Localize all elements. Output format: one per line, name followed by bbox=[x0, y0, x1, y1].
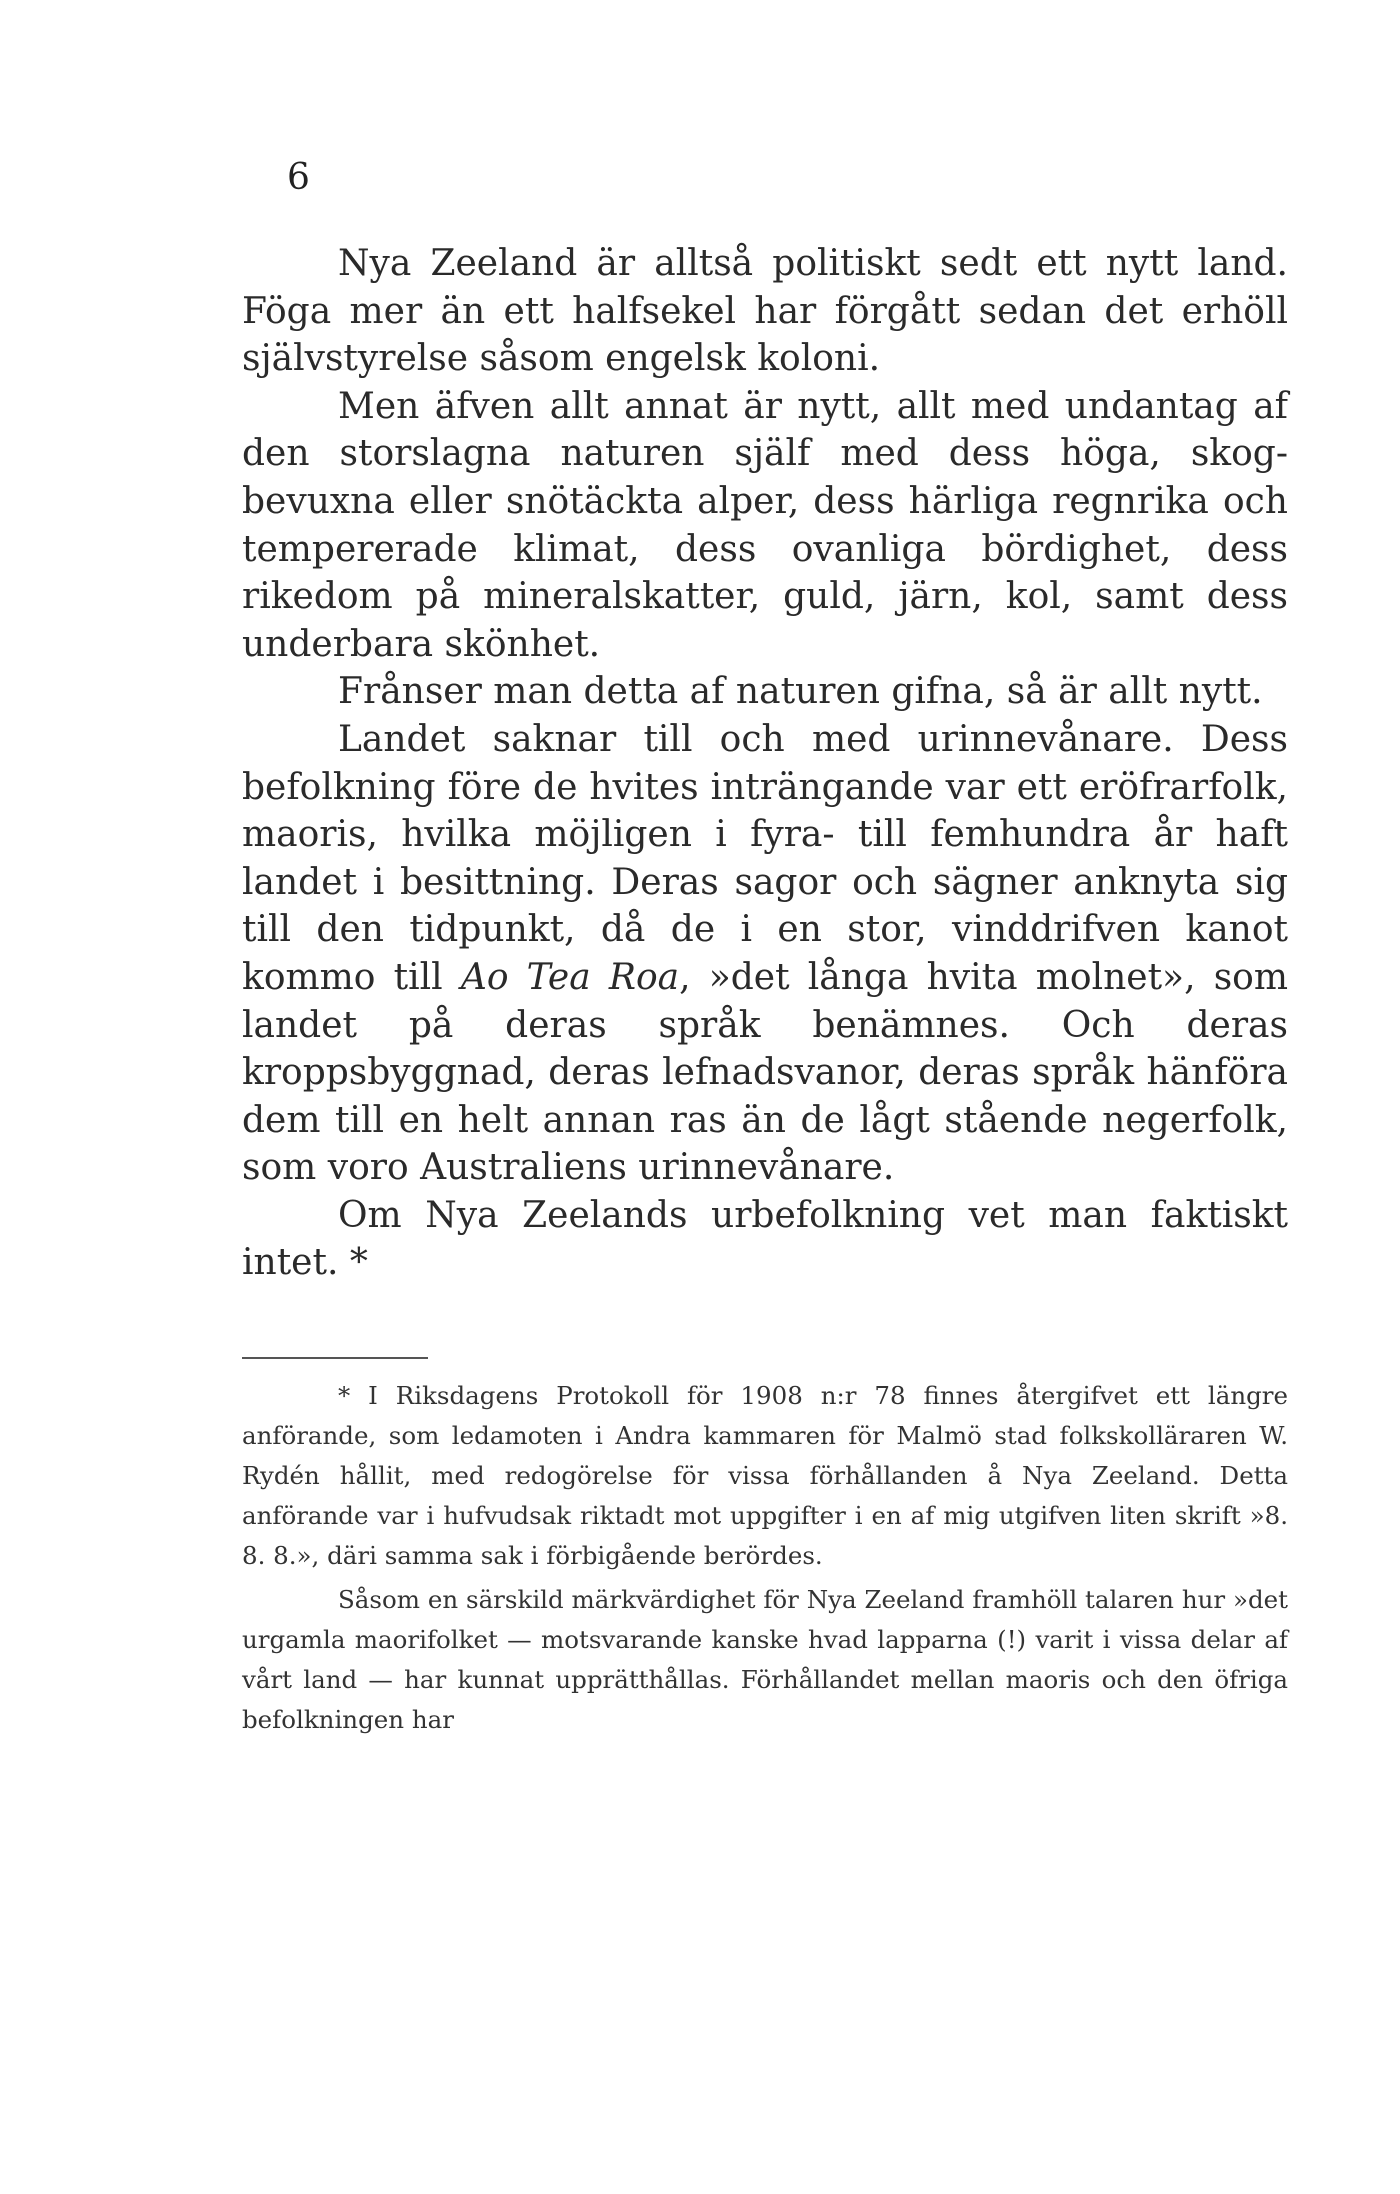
footnote-divider bbox=[242, 1357, 428, 1359]
paragraph-3: Frånser man detta af naturen gifna, så är allt nytt. bbox=[338, 671, 1263, 713]
paragraph-2: Men äfven allt annat är nytt, allt med undantag af den storslagna naturen själf med dess höga, skogbevuxna eller snötäckta alper, dess härliga regnrika och tempererade klimat, dess ovanliga bördighet, dess rikedom på mineralskatter, guld, järn, kol, samt dess underbara skönhet. bbox=[242, 385, 1288, 665]
page-number: 6 bbox=[287, 157, 310, 198]
footnotes bbox=[242, 1376, 1288, 1740]
place-name-italic: Ao Tea Roa bbox=[460, 956, 680, 998]
paragraph-1: Nya Zeeland är alltså politiskt sedt ett nytt land. Föga mer än ett halfsekel har förgått sedan det erhöll självstyrelse såsom engelsk koloni. bbox=[242, 243, 1288, 380]
footnote-2: Såsom en särskild märkvärdighet för Nya Zeeland framhöll talaren hur »det urgamla maorifolket — motsvarande kanske hvad lapparna (!) varit i vissa delar af vårt land — har kunnat upprätthållas. Förhållandet mellan maoris och den öfriga befolkningen har bbox=[242, 1585, 1288, 1734]
paragraph-4-text-a: Landet saknar till och med urinnevånare. Dess befolkning före de hvites inträngande var ett eröfrarfolk, maoris, hvilka möjligen i fyra- till femhundra år haft landet i besittning. Deras sagor och sägner anknyta sig till den tidpunkt, då de i en stor, vinddrifven kanot kommo till bbox=[242, 718, 1288, 998]
main-text bbox=[242, 240, 1288, 1287]
paragraph-4 bbox=[242, 716, 1288, 1192]
footnote-1: * I Riksdagens Protokoll för 1908 n:r 78 finnes återgifvet ett längre anförande, som ledamoten i Andra kammaren för Malmö stad folkskolläraren W. Rydén hållit, med redogörelse för vissa förhållanden å Nya Zeeland. Detta anförande var i hufvudsak riktadt mot uppgifter i en af mig utgifven liten skrift »8. 8. 8.», däri samma sak i förbigående berördes. bbox=[242, 1381, 1288, 1570]
paragraph-4-text-b: , »det långa hvita molnet», som landet på deras språk benämnes. Och deras kroppsbyggnad, deras lefnadsvanor, deras språk hänföra dem till en helt annan ras än de lågt stående negerfolk, som voro Australiens urinnevånare. bbox=[242, 956, 1288, 1189]
paragraph-5: Om Nya Zeelands urbefolkning vet man faktiskt intet. * bbox=[242, 1194, 1288, 1284]
